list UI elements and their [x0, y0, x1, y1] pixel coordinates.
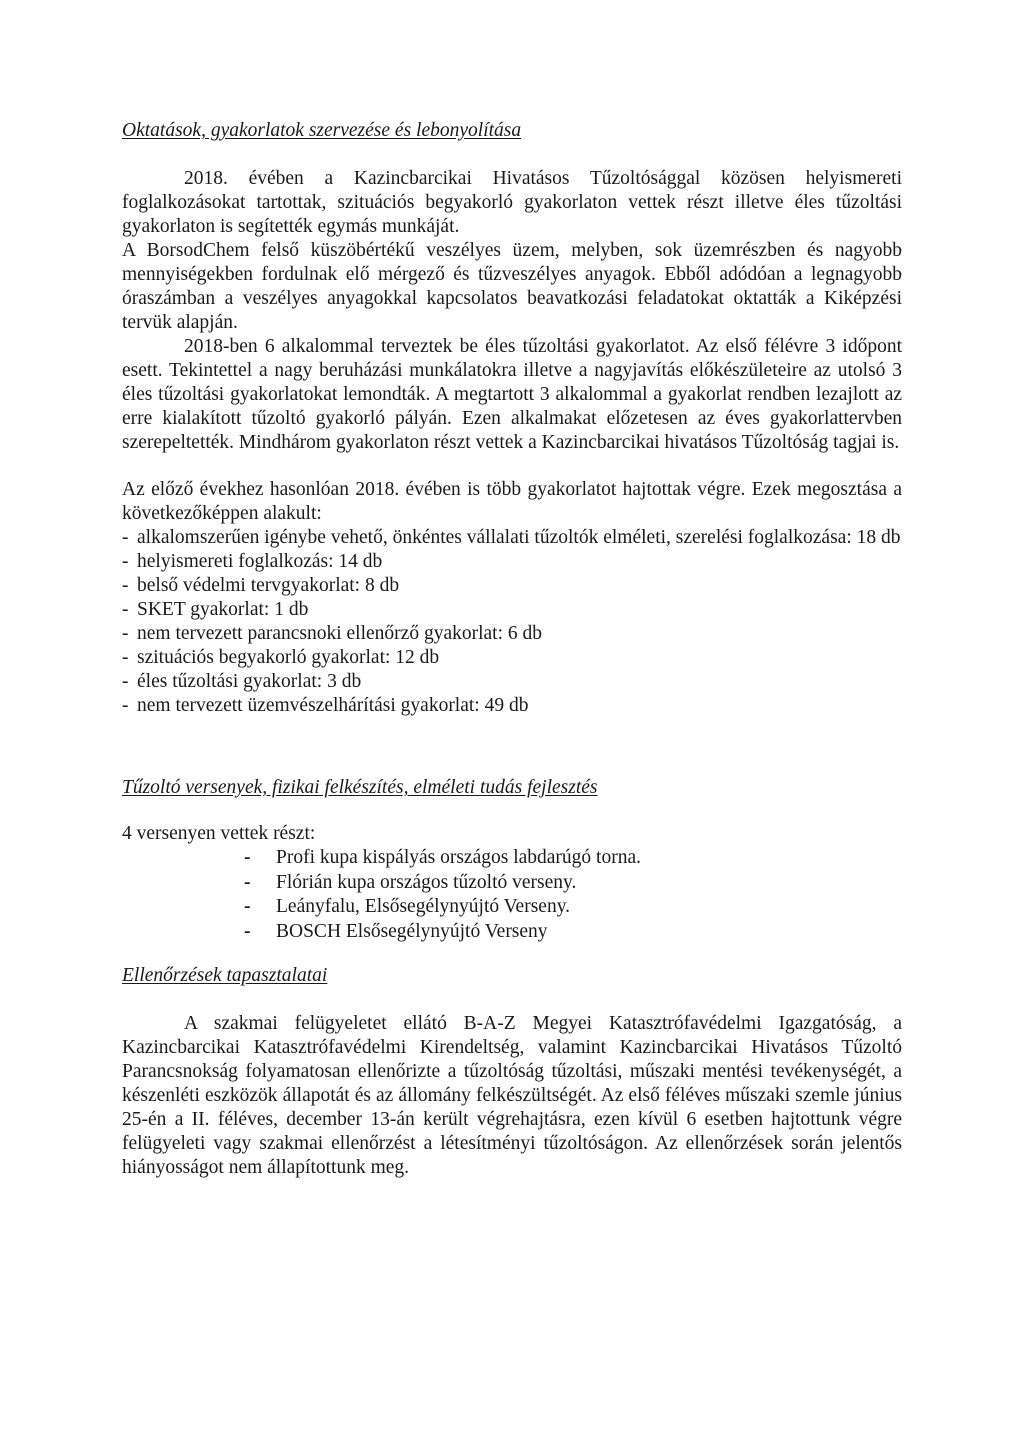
list-item [122, 574, 902, 598]
list-item-text: nem tervezett üzemvészelhárítási gyakorlat: 49 db [137, 695, 529, 716]
section-heading-competitions: Tűzoltó versenyek, fizikai felkészítés, elméleti tudás fejlesztés [122, 777, 598, 798]
list-item-text: nem tervezett parancsnoki ellenőrző gyakorlat: 6 db [137, 623, 543, 644]
list-item-text: belső védelmi tervgyakorlat: 8 db [137, 575, 400, 596]
list-item-text: helyismereti foglalkozás: 14 db [137, 551, 383, 572]
list-item [122, 550, 902, 574]
paragraph-borsodchem: A BorsodChem felső küszöbértékű veszélyes üzem, melyben, sok üzemrészben és nagyobb mennyiségekben fordulnak elő mérgező és tűzveszélyes anyagok. Ebből adódóan a legnagyobb óraszámban a veszélyes anyagokkal kapcsolatos beavatkozási feladatokat oktatták a Kiképzési tervük alapján. [122, 240, 902, 333]
list-item [122, 622, 902, 646]
list-dash: - [122, 599, 129, 620]
list-dash: - [122, 623, 129, 644]
list-dash: - [122, 575, 129, 596]
list-item-text: BOSCH Elsősegélynyújtó Verseny [276, 920, 548, 942]
list-dash: - [122, 527, 129, 548]
list-dash: - [122, 671, 129, 692]
list-dash: - [122, 551, 129, 572]
list-item-text: Profi kupa kispályás országos labdarúgó torna. [276, 847, 641, 868]
list-dash: - [122, 647, 129, 668]
list-item [122, 646, 902, 670]
list-item-text: szituációs begyakorló gyakorlat: 12 db [137, 647, 440, 668]
paragraph-exercise-summary: Az előző évekhez hasonlóan 2018. évében is több gyakorlatot hajtottak végre. Ezek megosztása a következőképpen alakult: [122, 479, 902, 524]
paragraph-live-exercises: 2018-ben 6 alkalommal terveztek be éles tűzoltási gyakorlatot. Az első félévre 3 időpont esett. Tekintettel a nagy beruházási munkálatokra illetve a nagyjavítás előkészületeire az utolsó 3 éles tűzoltási gyakorlatokat lemondták. A megtartott 3 alkalommal a gyakorlat rendben lezajlott az erre kialakított tűzoltó gyakorló pályán. Ezen alkalmakat előzetesen az éves gyakorlattervben szerepeltették. Mindhárom gyakorlaton részt vettek a Kazincbarcikai hivatásos Tűzoltóság tagjai is. [122, 336, 902, 453]
list-item-text: Leányfalu, Elsősegélynyújtó Verseny. [276, 896, 571, 917]
list-dash: - [122, 695, 129, 716]
section-heading-trainings: Oktatások, gyakorlatok szervezése és lebonyolítása [122, 120, 522, 141]
list-item-text: SKET gyakorlat: 1 db [137, 599, 309, 620]
exercise-list [122, 526, 902, 718]
list-item [244, 846, 902, 871]
list-item-text: éles tűzoltási gyakorlat: 3 db [137, 671, 362, 692]
list-item-text: alkalomszerűen igénybe vehető, önkéntes vállalati tűzoltók elméleti, szerelési foglalkozása: 18 db [137, 527, 901, 548]
section-heading-inspections: Ellenőrzések tapasztalatai [122, 965, 328, 986]
list-dash: - [244, 871, 251, 893]
list-item [122, 694, 902, 718]
paragraph-joint-trainings: 2018. évében a Kazincbarcikai Hivatásos Tűzoltósággal közösen helyismereti foglalkozásokat tartottak, szituációs begyakorló gyakorlaton vettek részt illetve éles tűzoltási gyakorlaton is segítették egymás munkáját. [122, 168, 902, 237]
list-item [244, 920, 902, 945]
paragraph-competitions-intro: 4 versenyen vettek részt: [122, 823, 316, 844]
list-dash: - [244, 847, 251, 868]
list-dash: - [244, 920, 251, 942]
paragraph-inspections: A szakmai felügyeletet ellátó B-A-Z Megyei Katasztrófavédelmi Igazgatóság, a Kazincbarcikai Katasztrófavédelmi Kirendeltség, valamint Kazincbarcikai Hivatásos Tűzoltó Parancsnokság folyamatosan ellenőrizte a tűzoltóság tűzoltási, műszaki mentési tevékenységét, a készenléti eszközök állapotát és az állomány felkészültségét. Az első féléves műszaki szemle június 25-én a II. féléves, december 13-án került végrehajtásra, ezen kívül 6 esetben hajtottunk végre felügyeleti vagy szakmai ellenőrzést a létesítményi tűzoltóságon. Az ellenőrzések során jelentős hiányosságot nem állapítottunk meg. [122, 1013, 902, 1178]
list-item [244, 871, 902, 896]
document-page [122, 119, 902, 1180]
list-item [122, 670, 902, 694]
list-item [122, 598, 902, 622]
list-dash: - [244, 896, 251, 917]
list-item [122, 526, 902, 550]
list-item [244, 895, 902, 920]
competition-list [122, 846, 902, 944]
list-item-text: Flórián kupa országos tűzoltó verseny. [276, 871, 577, 893]
